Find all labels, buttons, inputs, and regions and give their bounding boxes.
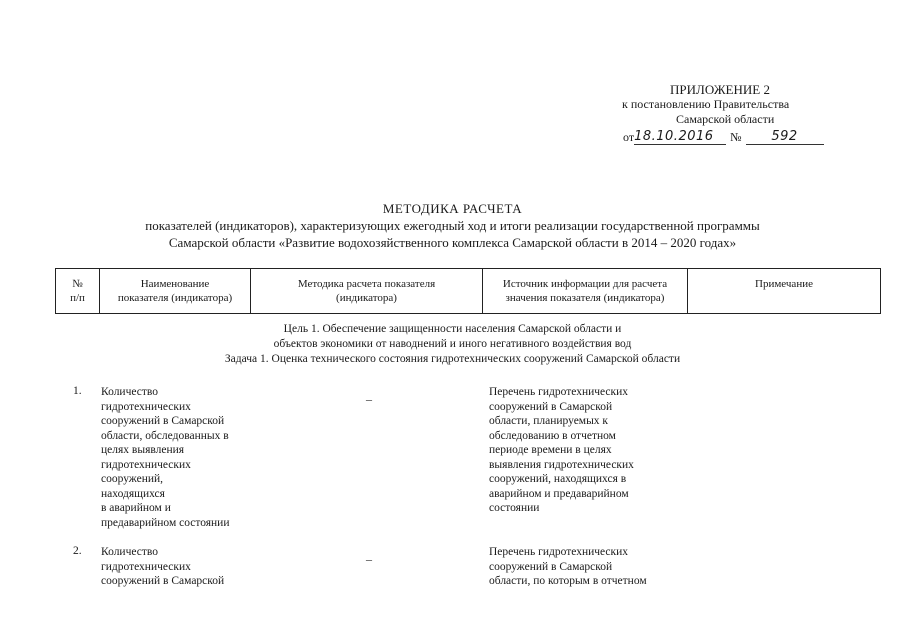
row-1-source-line: состоянии: [489, 502, 540, 514]
row-1-method: _: [366, 388, 372, 402]
header-col-number: [56, 269, 100, 313]
header-col-source-line2: значения показателя (индикатора): [505, 292, 665, 304]
header-col-name-line1: Наименование: [140, 278, 210, 290]
row-1-name-line: предаварийном состоянии: [101, 516, 230, 529]
row-2-name: [101, 545, 261, 589]
row-1-source-line: области, планируемых к: [489, 415, 609, 427]
row-1-name-line: области, обследованных в: [101, 429, 229, 442]
row-2-name-line: гидротехнических: [101, 560, 191, 573]
row-1-name-line: сооружений в Самарской: [101, 415, 225, 427]
title-line-3: Самарской области «Развитие водохозяйственного комплекса Самарской области в 2014 – 2020 годах»: [168, 235, 737, 250]
header-col-method-line1: Методика расчета показателя: [297, 278, 436, 290]
header-col-number-line1: №: [72, 278, 83, 290]
header-col-note: [688, 269, 880, 313]
header-col-note-line1: Примечание: [755, 278, 813, 290]
header-col-source: [483, 269, 688, 313]
row-1-source-line: периоде времени в целях: [489, 444, 612, 456]
appendix-region-line: Самарской области: [676, 112, 775, 126]
appendix-block: [600, 82, 860, 145]
header-col-source-line1: Источник информации для расчета: [502, 278, 668, 290]
row-2-source-line: области, по которым в отчетном: [489, 575, 647, 587]
resolution-date: 18.10.2016: [634, 129, 726, 145]
row-2-name-line: сооружений в Самарской: [101, 575, 225, 587]
appendix-date-line: [600, 129, 860, 145]
row-1-name-line: гидротехнических: [101, 458, 191, 471]
row-1-source: [489, 385, 689, 516]
row-1-source-line: сооружений в Самарской: [489, 400, 613, 413]
appendix-title: ПРИЛОЖЕНИЕ 2: [670, 82, 770, 97]
row-1-number: 1.: [73, 385, 82, 397]
row-1-source-line: аварийном и предаварийном: [489, 487, 629, 500]
row-1-source-line: выявления гидротехнических: [489, 458, 634, 471]
row-1-name: [101, 385, 261, 530]
row-1-name-line: Количество: [101, 386, 158, 398]
row-2-method: _: [366, 548, 372, 562]
header-col-name: [100, 269, 251, 313]
row-1-source-line: обследованию в отчетном: [489, 429, 616, 442]
number-prefix: №: [730, 130, 742, 144]
row-1-source-line: Перечень гидротехнических: [489, 386, 629, 398]
row-1-source-line: сооружений, находящихся в: [489, 473, 627, 485]
row-2-source-line: Перечень гидротехнических: [489, 546, 629, 558]
title-heading: МЕТОДИКА РАСЧЕТА: [382, 201, 523, 216]
appendix-resolution-line: к постановлению Правительства: [622, 97, 790, 111]
table-header: [55, 268, 881, 314]
row-1-name-line: находящихся: [101, 487, 165, 500]
row-1-name-line: гидротехнических: [101, 400, 191, 413]
date-prefix: от: [623, 130, 635, 144]
row-1-name-line: сооружений,: [101, 473, 164, 485]
row-1-name-line: целях выявления: [101, 444, 185, 456]
goal-block: [0, 322, 905, 367]
row-2-name-line: Количество: [101, 546, 158, 558]
document-title: [0, 200, 905, 251]
row-2-number: 2.: [73, 545, 82, 557]
row-2-source-line: сооружений в Самарской: [489, 560, 613, 573]
task-line: Задача 1. Оценка технического состояния гидротехнических сооружений Самарской области: [224, 353, 681, 365]
row-1-name-line: в аварийном и: [101, 502, 171, 514]
header-col-number-line2: п/п: [70, 292, 85, 304]
resolution-number: 592: [746, 129, 824, 145]
title-line-2: показателей (индикаторов), характеризующих ежегодный ход и итоги реализации государственной программы: [145, 218, 760, 233]
goal-line-2: объектов экономики от наводнений и иного негативного воздействия вод: [273, 338, 632, 350]
header-col-method: [251, 269, 483, 313]
header-col-name-line2: показателя (индикатора): [117, 292, 233, 304]
header-col-method-line2: (индикатора): [336, 292, 397, 304]
goal-line-1: Цель 1. Обеспечение защищенности населения Самарской области и: [283, 323, 622, 335]
row-2-source: [489, 545, 689, 589]
